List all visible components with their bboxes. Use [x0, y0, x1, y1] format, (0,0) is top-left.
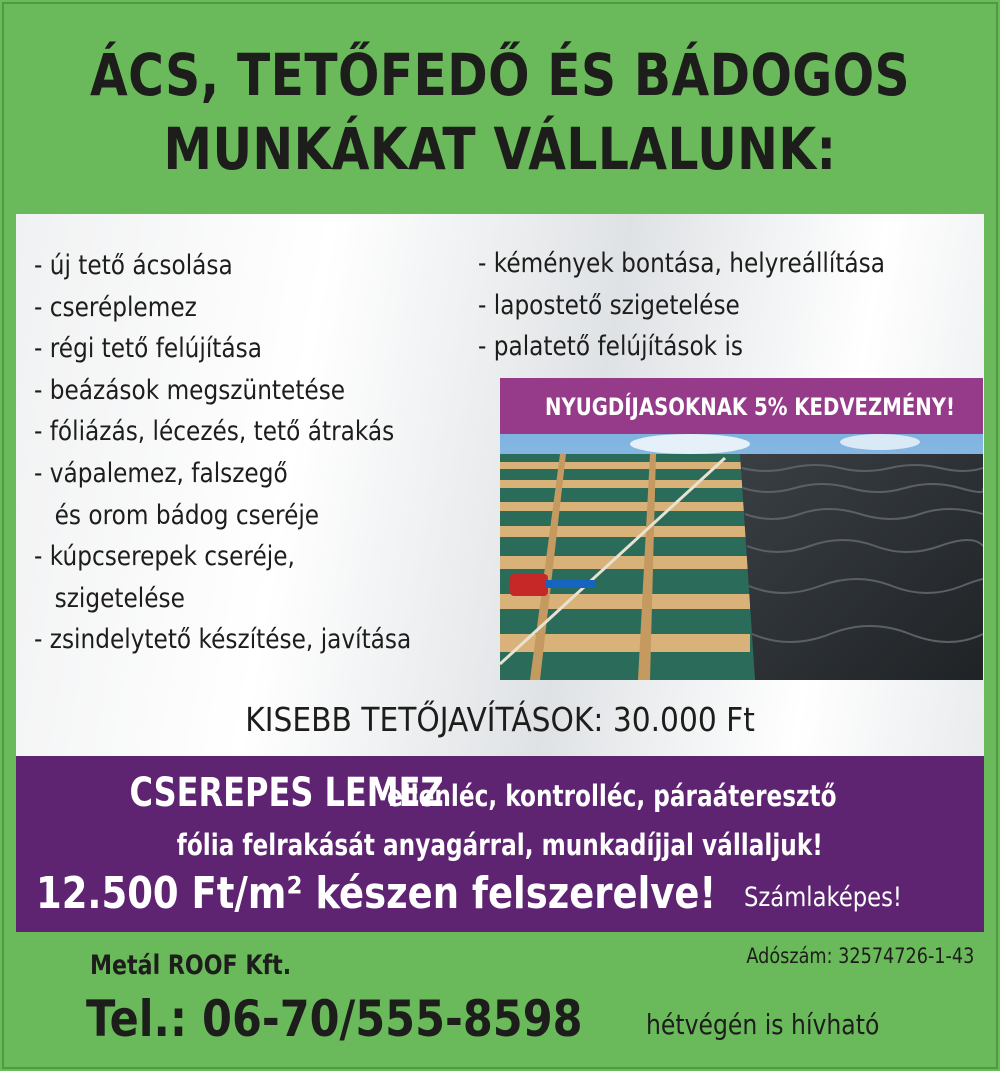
service-item: - beázások megszüntetése [34, 374, 346, 406]
company-name [90, 950, 335, 981]
service-item: - palatető felújítások is [478, 331, 744, 363]
minor-repairs [0, 698, 1000, 742]
service-item: - új tető ácsolása [34, 250, 233, 281]
service-item: - cseréplemez [34, 291, 197, 323]
headline [80, 38, 920, 186]
service-item: - régi tető felújítása [34, 333, 262, 365]
tax-id-text: Adószám: 32574726-1-43 [746, 944, 974, 968]
company-name-text: Metál ROOF Kft. [90, 950, 292, 981]
offer-price: 12.500 Ft/m² készen felszerelve! [36, 868, 717, 919]
service-item-continued: szigetelése [54, 582, 185, 614]
headline-line-2: MUNKÁKAT VÁLLALUNK: [163, 115, 837, 183]
phone-number[interactable]: Tel.: 06-70/555-8598 [86, 990, 583, 1048]
offer-highlight: CSEREPES LEMEZ [129, 770, 444, 816]
roof-photo [500, 434, 983, 680]
invoice-note: Számlaképes! [744, 882, 903, 913]
service-item: - fóliázás, lécezés, tető átrakás [34, 416, 395, 448]
headline-line-1: ÁCS, TETŐFEDŐ ÉS BÁDOGOS [89, 41, 911, 109]
service-item: - vápalemez, falszegő [34, 457, 288, 489]
services-list-right [478, 243, 951, 368]
service-item: - lapostető szigetelése [478, 289, 740, 321]
services-list-left [34, 245, 473, 661]
service-item: - kémények bontása, helyreállítása [478, 248, 885, 279]
offer-line-2 [16, 828, 984, 862]
discount-text: NYUGDÍJASOKNAK 5% KEDVEZMÉNY! [544, 393, 955, 421]
phone-line [86, 990, 880, 1048]
weekend-note: hétvégén is hívható [646, 1008, 880, 1041]
service-item: - kúpcserepek cseréje, [34, 541, 295, 573]
service-item-continued: és orom bádog cseréje [54, 499, 320, 531]
offer-price-line [36, 868, 903, 919]
tax-id [703, 944, 974, 968]
offer-band [16, 756, 984, 932]
minor-repairs-text: KISEBB TETŐJAVÍTÁSOK: 30.000 Ft [245, 700, 755, 739]
discount-banner [500, 378, 983, 436]
offer-line-1-rest: ellenléc, kontrolléc, páraáteresztő [386, 779, 837, 813]
service-item: - zsindelytető készítése, javítása [34, 624, 412, 656]
offer-line-1 [16, 770, 984, 816]
offer-line-2-text: fólia felrakását anyagárral, munkadíjjal vállaljuk! [176, 828, 824, 862]
